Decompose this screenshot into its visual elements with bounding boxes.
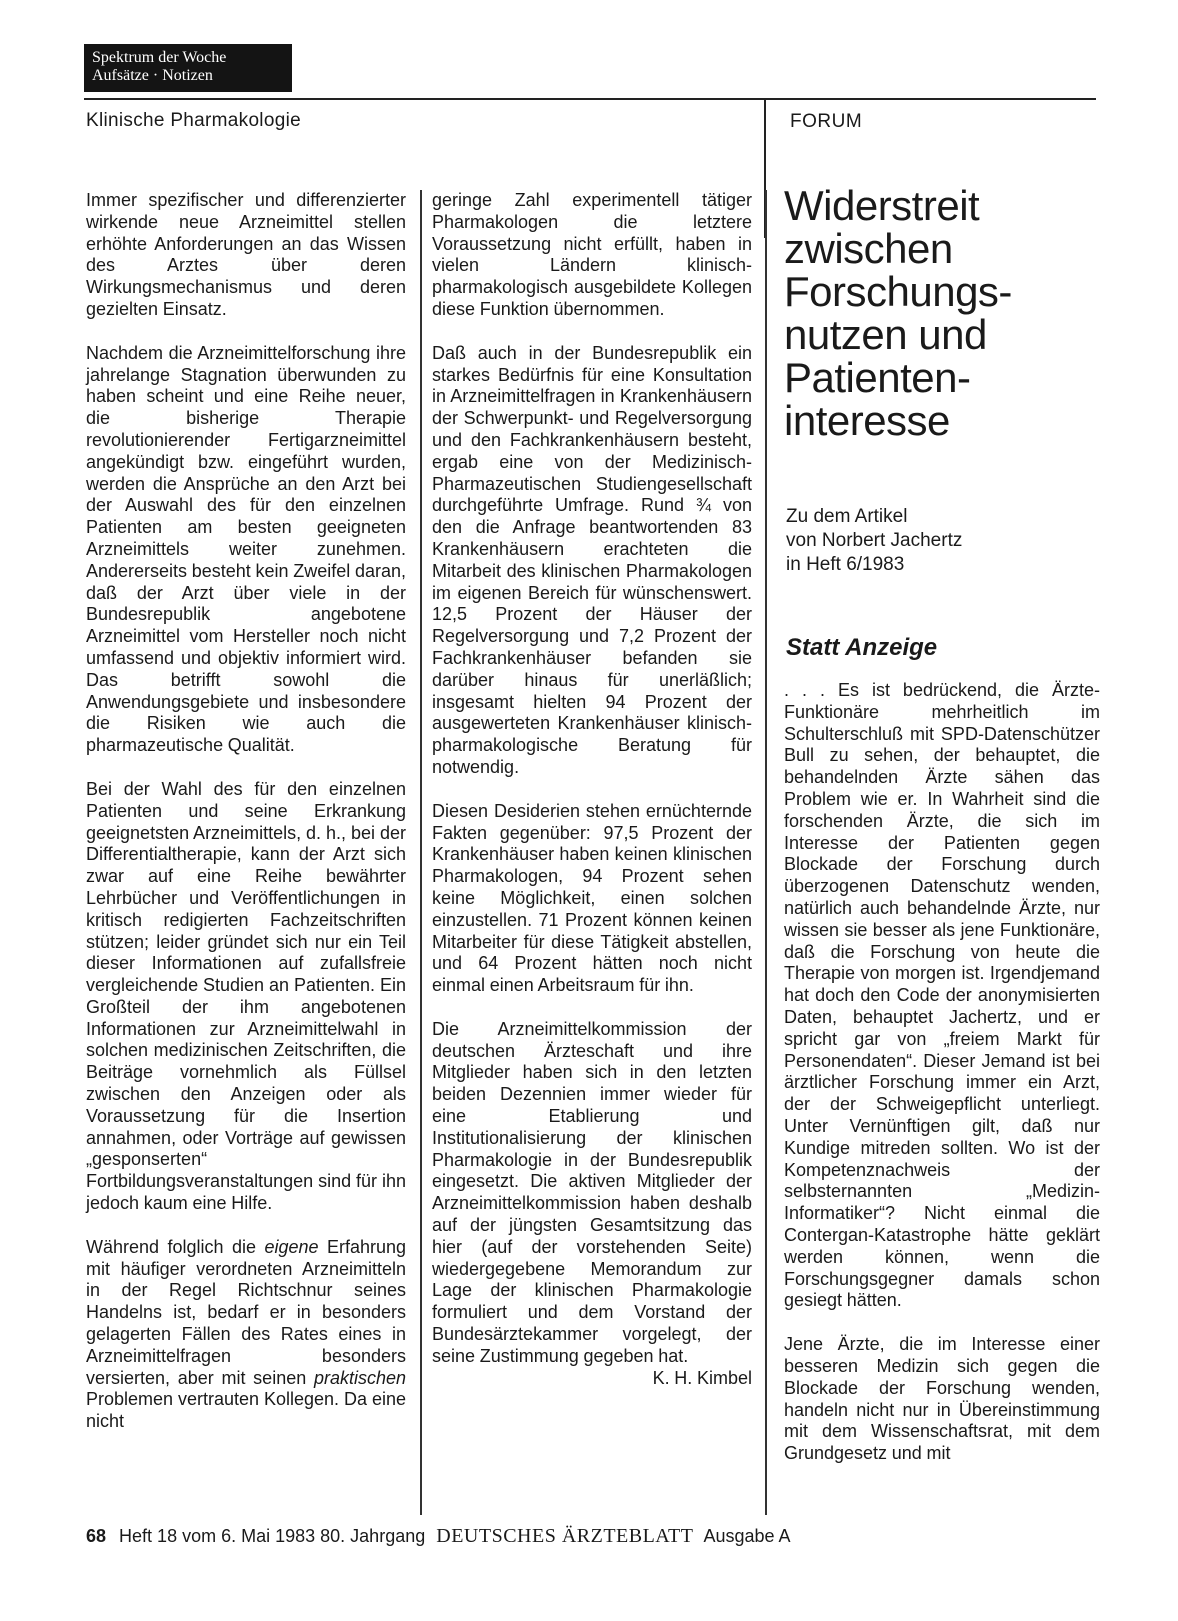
article-column-2 xyxy=(432,190,752,1390)
emphasis: eigene xyxy=(264,1236,319,1257)
paragraph: Jene Ärzte, die im Interesse einer besseren Medizin sich gegen die Blockade der Forschung wenden, handeln nicht nur in Übereinstimmung mit dem Wissenschaftsrat, mit dem Grundgesetz und mit xyxy=(784,1334,1100,1464)
paragraph: Nachdem die Arzneimittelforschung ihre jahrelange Stagnation überwunden zu haben scheint und eine Reihe neuer, die bisherige Therapie revolutionierender Fertigarzneimittel angekündigt bzw. eingeführt wurden, werden die Ansprüche an den Arzt bei der Auswahl des für den einzelnen Patienten am besten geeigneten Arzneimittels weiter zunehmen. Andererseits besteht kein Zweifel daran, daß der Arzt über viele in der Bundesrepublik angebotene Arzneimittel vom Hersteller noch nicht umfassend und objektiv informiert wird. Das betrifft sowohl die Anwendungsgebiete und insbesondere die Risiken wie auch die pharmazeutische Qualität. xyxy=(86,342,406,756)
paragraph: Daß auch in der Bundesrepublik ein starkes Bedürfnis für eine Konsultation in Arzneimittelfragen in Krankenhäusern der Schwerpunkt- und Regelversorgung und den Fachkrankenhäusern besteht, ergab eine von der Medizinisch-Pharmazeutischen Studiengesellschaft durchgeführte Umfrage. Rund ¾ von den die Anfrage beantwortenden 83 Krankenhäusern erachteten die Mitarbeit des klinischen Pharmakologen im eigenen Bereich für wünschenswert. 12,5 Prozent der Häuser der Regelversorgung und 7,2 Prozent der Fachkrankenhäuser befanden sie darüber hinaus für unerläßlich; insgesamt hielten 94 Prozent der ausgewerteten Krankenhäuser klinisch-pharmakologische Beratung für notwendig. xyxy=(432,342,752,777)
emphasis: praktischen xyxy=(313,1367,406,1388)
page-footer xyxy=(86,1525,791,1548)
paragraph: Bei der Wahl des für den einzelnen Patienten und seine Erkrankung geeignetsten Arzneimittels, d. h., bei der Differentialtherapie, kann der Arzt sich zwar auf eine Reihe bewährter Lehrbücher und Veröffentlichungen in kritisch redigierten Fachzeitschriften stützen; leider gründet sich nur ein Teil dieser Informationen auf zufallsfreie vergleichende Studien an Patienten. Ein Großteil der ihm angebotenen Informationen zur Arzneimittelwahl in solchen medizinischen Zeitschriften, die Beiträge vornehmlich als Füllsel zwischen den Anzeigen oder als Voraussetzung für die Insertion annahmen, oder Vorträge auf gewissen „gesponserten“ Fortbildungsveranstaltungen sind für ihn jedoch kaum eine Hilfe. xyxy=(86,778,406,1214)
section-title-left: Klinische Pharmakologie xyxy=(86,110,301,131)
top-rule xyxy=(84,98,1096,100)
forum-headline: Widerstreit zwischen Forschungs- nutzen und Patienten- interesse xyxy=(784,182,1012,444)
badge-line-2: Aufsätze · Notizen xyxy=(92,67,213,84)
paragraph: geringe Zahl experimentell tätiger Pharmakologen die letztere Voraussetzung nicht erfüllt, haben in vielen Ländern klinisch-pharmakologisch ausgebildete Kollegen diese Funktion übernommen. xyxy=(432,190,752,319)
paragraph: Diesen Desiderien stehen ernüchternde Fakten gegenüber: 97,5 Prozent der Krankenhäuser haben keinen klinischen Pharmakologen, 94 Prozent sehen keine Möglichkeit, einen solchen einzustellen. 71 Prozent können keinen Mitarbeiter für diese Tätigkeit abstellen, und 64 Prozent hätten noch nicht einmal einen Arbeitsraum für ihn. xyxy=(432,800,752,996)
paragraph: . . . Es ist bedrückend, die Ärzte-Funktionäre mehrheitlich im Schulterschluß mit SPD-Datenschützer Bull zu sehen, der behauptet, die behandelnden Ärzte sähen das Problem wie er. In Wahrheit sind die forschenden Ärzte, die sich im Interesse der Patienten gegen Blockade der Forschung durch überzogenen Datenschutz wenden, natürlich auch behandelnde Ärzte, nur wissen sie besser als jene Funktionäre, daß die Forschung von heute die Therapie von morgen ist. Irgendjemand hat doch den Code der anonymisierten Daten, behauptet Jachertz, und er spricht gar von „freiem Markt für Personendaten“. Dieser Jemand ist bei ärztlicher Forschung immer ein Arzt, der der Schweigepflicht unterliegt. Unter Vernünftigen gilt, daß nur Kundige mitreden sollten. Wo ist der Kompetenznachweis der selbsternannten „Medizin-Informatiker“? Nicht einmal die Contergan-Katastrophe hätte geklärt werden können, wenn die Forschungsgegner damals schon gesiegt hätten. xyxy=(784,680,1100,1311)
badge-line-1: Spektrum der Woche xyxy=(92,49,227,66)
section-title-right: FORUM xyxy=(790,111,863,132)
column-rule-1 xyxy=(420,190,422,1515)
journal-name: DEUTSCHES ÄRZTEBLATT xyxy=(436,1525,694,1547)
column-rule-2 xyxy=(765,190,767,1515)
paragraph: Die Arzneimittelkommission der deutschen Ärzteschaft und ihre Mitglieder haben sich in den letzten beiden Dezennien immer wieder für eine Etablierung und Institutionalisierung der klinischen Pharmakologie in der Bundesrepublik eingesetzt. Die aktiven Mitglieder der Arzneimittelkommission haben deshalb auf der jüngsten Gesamtsitzung das hier (auf der vorstehenden Seite) wiedergegebene Memorandum zur Lage der klinischen Pharmakologie formuliert und dem Vorstand der Bundesärztekammer vorgelegt, der seine Zustimmung gegeben hat. K. H. Kimbel xyxy=(432,1018,752,1388)
paragraph: Während folglich die eigene Erfahrung mit häufiger verordneten Arzneimitteln in der Regel Richtschnur seines Handelns ist, bedarf er in besonders gelagerten Fällen des Rates eines in Arzneimittelfragen besonders versierten, aber mit seinen praktischen Problemen vertrauten Kollegen. Da eine nicht xyxy=(86,1236,406,1432)
page-number: 68 xyxy=(86,1526,107,1546)
forum-column xyxy=(784,680,1100,1487)
edition: Ausgabe A xyxy=(703,1526,791,1546)
section-badge xyxy=(84,44,292,92)
paragraph: Immer spezifischer und differenzierter wirkende neue Arzneimittel stellen erhöhte Anforderungen an das Wissen des Arztes über deren Wirkungsmechanismus und deren gezielten Einsatz. xyxy=(86,190,406,319)
article-reference: Zu dem Artikel von Norbert Jachertz in Heft 6/1983 xyxy=(786,506,963,575)
forum-subheading: Statt Anzeige xyxy=(786,634,938,661)
article-column-1 xyxy=(86,190,406,1455)
author-signature: K. H. Kimbel xyxy=(652,1367,752,1388)
issue-info: Heft 18 vom 6. Mai 1983 80. Jahrgang xyxy=(119,1526,426,1546)
